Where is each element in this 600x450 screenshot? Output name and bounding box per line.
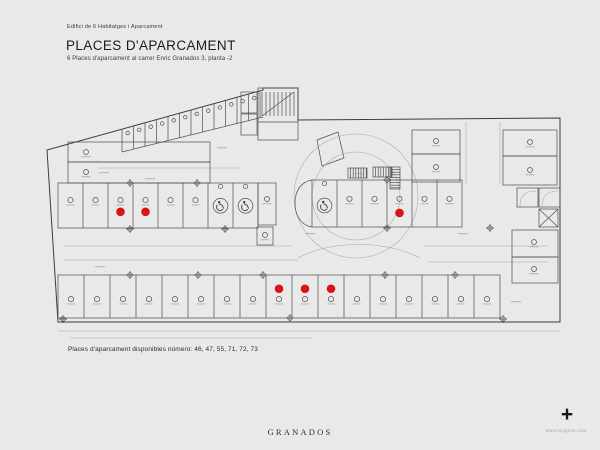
stall-number-circle (347, 196, 352, 201)
stall-number-circle (372, 196, 377, 201)
storage-room (412, 130, 460, 154)
stall-number-circle (447, 196, 452, 201)
stall-number-circle (94, 296, 99, 301)
available-space-marker (327, 284, 336, 293)
stall-number-circle (422, 196, 427, 201)
stall-number-circle (118, 198, 123, 203)
available-space-marker (116, 208, 125, 217)
stall-number-circle (146, 296, 151, 301)
stall-number-circle (354, 296, 359, 301)
storage-room (257, 227, 273, 245)
stall-number-circle (68, 296, 73, 301)
stall-number-circle (93, 198, 98, 203)
stall-number-circle (193, 198, 198, 203)
project-label: Edifici de 6 Habitatges i Aparcament (67, 24, 163, 30)
stall-number-circle (224, 296, 229, 301)
plus-logo: + (560, 403, 574, 426)
storage-room (68, 162, 210, 183)
stall-number-circle (432, 296, 437, 301)
stall-number-circle (168, 198, 173, 203)
stair-core (241, 88, 344, 166)
stall-number-circle (380, 296, 385, 301)
storage-room (68, 142, 210, 162)
stall-number-circle (458, 296, 463, 301)
availability-note: Places d'aparcament disponibles número: 46, 47, 55, 71, 72, 73 (68, 346, 258, 353)
page-subtitle: 6 Places d'aparcament al carrer Enric Granados 3, planta -2 (67, 56, 233, 62)
page-title: PLACES D'APARCAMENT (66, 38, 236, 53)
stall-number-circle (68, 198, 73, 203)
website-watermark: www.mcpplus.com (545, 428, 587, 433)
available-space-marker (275, 284, 284, 293)
stall-number-circle (198, 296, 203, 301)
stall-number-circle (172, 296, 177, 301)
stall-number-circle (484, 296, 489, 301)
storage-room (503, 156, 557, 185)
stall-number-circle (406, 296, 411, 301)
lane-markings (58, 122, 560, 338)
stall-number-circle (250, 296, 255, 301)
storage-room (512, 230, 558, 257)
storage-room (512, 257, 558, 283)
project-name-footer: GRANADOS (267, 427, 333, 437)
storage-room (503, 130, 557, 156)
available-space-marker (301, 284, 310, 293)
stall-number-circle (120, 296, 125, 301)
available-space-marker (395, 209, 404, 218)
stall-number-circle (276, 296, 281, 301)
stall-number-circle (328, 296, 333, 301)
stall-number-circle (302, 296, 307, 301)
storage-room (412, 154, 460, 182)
stall-number-circle (143, 198, 148, 203)
available-space-marker (141, 208, 150, 217)
